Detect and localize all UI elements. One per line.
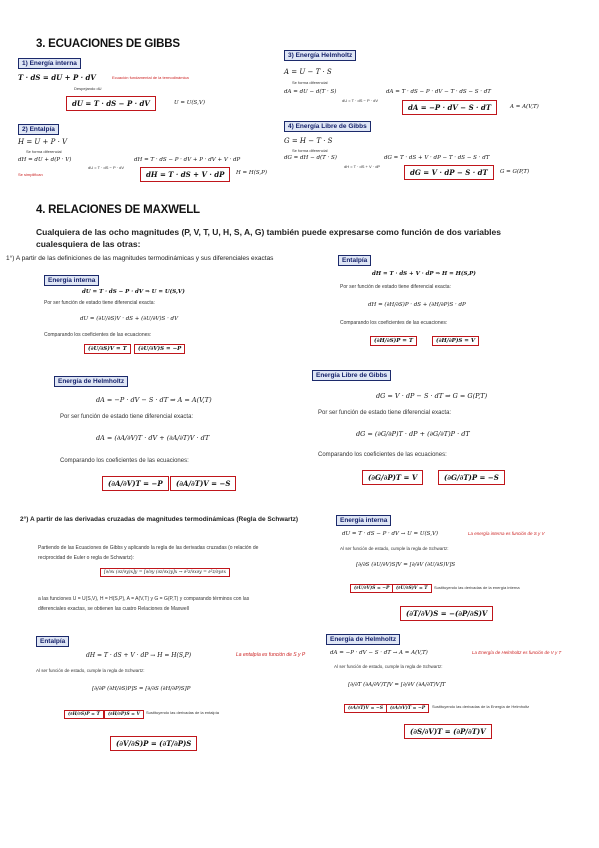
gibbs-h-eq: dH = dU + d(P · V) <box>18 157 72 163</box>
gibbs-u-fn: U = U(S,V) <box>174 100 205 106</box>
p1-a-tag: Energía de Helmholtz <box>54 376 128 387</box>
section-3-title: 3. ECUACIONES DE GIBBS <box>36 38 180 50</box>
tag-entalpia: 2) Entalpía <box>18 124 59 135</box>
p1-u-result-2: (∂U/∂V)S = −P <box>134 344 185 354</box>
p1-h-result-2: (∂H/∂P)S = V <box>432 336 479 346</box>
p1-h-txt1: Por ser función de estado tiene diferencial exacta: <box>340 284 451 290</box>
gibbs-u-box: dU = T · dS − P · dV <box>66 96 156 111</box>
p2-u-b2: (∂U/∂S)V = T <box>392 584 432 593</box>
gibbs-u-note: Ecuación fundamental de la termodinámica <box>112 75 189 80</box>
p2-h-tag: Entalpía <box>36 636 69 647</box>
gibbs-u-eq: T · dS = dU + P · dV <box>18 73 96 82</box>
p2-a-note: La Energía de Helmholtz es función de V y T <box>472 650 562 655</box>
p1-u-result-1: (∂U/∂S)V = T <box>84 344 131 354</box>
tag-helmholtz: 3) Energía Helmholtz <box>284 50 356 61</box>
p2-a-sust: Sustituyendo las derivadas de la Energía de Helmholtz <box>432 704 530 709</box>
gibbs-h-sub: dU = T · dS − P · dV <box>88 165 125 170</box>
p1-a-txt1: Por ser función de estado tiene diferencial exacta: <box>60 414 194 420</box>
p1-h-txt2: Comparando los coeficientes de las ecuaciones: <box>340 320 448 326</box>
gibbs-h-note2: Se simplifican <box>18 172 43 177</box>
p2-intro-4: diferenciales exactas, se obtienen las cuatro Relaciones de Maxwell <box>38 606 189 612</box>
p2-intro-3: a las funciones U = U(S,V), H = H(S,P), A = A(V,T) y G = G(P,T) y comparando términos con las <box>38 596 250 602</box>
gibbs-g-eq2: dG = T · dS + V · dP − T · dS − S · dT <box>384 155 490 161</box>
section-4-intro-2: cualesquiera de las otras: <box>36 239 141 249</box>
p1-h-result-1: (∂H/∂S)P = T <box>370 336 417 346</box>
section-4-title: 4. RELACIONES DE MAXWELL <box>36 204 200 216</box>
section-4-intro-1: Cualquiera de las ocho magnitudes (P, V, T, U, H, S, A, G) también puede expresarse como función de dos variables <box>36 227 501 237</box>
p2-u-cross: [∂/∂S (∂U/∂V)S]V = [∂/∂V (∂U/∂S)V]S <box>356 562 456 568</box>
p2-schwarz-box: [∂/∂x (∂z/∂y)x]y = [∂/∂y (∂z/∂x)y]x → ∂²z/∂x∂y = ∂²z/∂y∂x <box>100 568 230 577</box>
p1-a-diff: dA = (∂A/∂V)T · dV + (∂A/∂T)V · dT <box>96 434 210 442</box>
gibbs-g-eq: dG = dH − d(T · S) <box>284 155 337 161</box>
p2-u-box: (∂T/∂V)S = −(∂P/∂S)V <box>400 606 493 621</box>
p2-h-eq: dH = T · dS + V · dP → H = H(S,P) <box>86 652 192 659</box>
gibbs-h-note: Se forma diferencial <box>26 149 62 154</box>
p1-h-diff: dH = (∂H/∂S)P · dS + (∂H/∂P)S · dP <box>368 302 466 308</box>
gibbs-h-def: H = U + P · V <box>18 138 68 146</box>
p1-g-tag: Energía Libre de Gibbs <box>312 370 391 381</box>
p1-a-result-2: (∂A/∂T)V = −S <box>170 476 236 491</box>
p2-a-b1: (∂A/∂T)V = −S <box>344 704 387 713</box>
gibbs-a-def: A = U − T · S <box>284 68 332 76</box>
p2-h-note: La entalpía es función de S y P <box>236 652 306 658</box>
gibbs-a-sub: dU = T · dS − P · dV <box>342 98 379 103</box>
p1-a-txt2: Comparando los coeficientes de las ecuaciones: <box>60 458 189 464</box>
p2-u-eq: dU = T · dS − P · dV → U = U(S,V) <box>342 531 439 537</box>
p1-g-txt2: Comparando los coeficientes de las ecuaciones: <box>318 452 447 458</box>
p2-a-cross: [∂/∂T (∂A/∂V)T]V = [∂/∂V (∂A/∂T)V]T <box>348 682 446 688</box>
gibbs-a-box: dA = −P · dV − S · dT <box>402 100 497 115</box>
p2-intro-2: reciprocidad de Euler o regla de Schwartz): <box>38 555 134 561</box>
gibbs-u-note2: Despejando dU <box>74 86 102 91</box>
p2-a-eq: dA = −P · dV − S · dT → A = A(V,T) <box>330 650 428 656</box>
subsection-1-title: 1°) A partir de las definiciones de las magnitudes termodinámicas y sus diferenciales exactas <box>6 255 274 262</box>
gibbs-a-eq: dA = dU − d(T · S) <box>284 89 337 95</box>
gibbs-h-box: dH = T · dS + V · dP <box>140 167 230 182</box>
gibbs-a-eq2: dA = T · dS − P · dV − T · dS − S · dT <box>386 89 491 95</box>
p1-g-txt1: Por ser función de estado tiene diferencial exacta: <box>318 410 452 416</box>
p1-g-diff: dG = (∂G/∂P)T · dP + (∂G/∂T)P · dT <box>356 430 470 438</box>
p2-h-box: (∂V/∂S)P = (∂T/∂P)S <box>110 736 197 751</box>
p2-u-b1: (∂U/∂V)S = −P <box>350 584 393 593</box>
gibbs-a-fn: A = A(V,T) <box>510 104 539 110</box>
p1-h-tag: Entalpía <box>338 255 371 266</box>
p2-h-sust: Sustituyendo las derivadas de la entalpía <box>146 710 219 715</box>
p1-a-result-1: (∂A/∂V)T = −P <box>102 476 169 491</box>
p2-u-tag: Energía interna <box>336 515 391 526</box>
gibbs-g-sub: dH = T · dS + V · dP <box>344 164 381 169</box>
gibbs-g-fn: G = G(P,T) <box>500 169 530 175</box>
gibbs-a-note: Se forma diferencial <box>292 80 328 85</box>
p2-h-txt: Al ser función de estado, cumple la regla de Schwartz: <box>36 668 145 673</box>
subsection-2-title: 2°) A partir de las derivadas cruzadas de magnitudes termodinámicas (Regla de Schwartz) <box>20 516 299 523</box>
p1-u-eq: dU = T · dS − P · dV ⇒ U = U(S,V) <box>82 289 185 295</box>
p1-h-eq: dH = T · dS + V · dP ⇒ H = H(S,P) <box>372 271 476 277</box>
p1-g-eq: dG = V · dP − S · dT ⇒ G = G(P,T) <box>376 392 488 400</box>
p1-a-eq: dA = −P · dV − S · dT ⇒ A = A(V,T) <box>96 396 212 404</box>
tag-gibbs: 4) Energía Libre de Gibbs <box>284 121 371 132</box>
p2-a-b2: (∂A/∂V)T = −P <box>386 704 429 713</box>
p1-g-result-2: (∂G/∂T)P = −S <box>438 470 505 485</box>
p2-h-cross: [∂/∂P (∂H/∂S)P]S = [∂/∂S (∂H/∂P)S]P <box>92 686 191 692</box>
tag-energia-interna: 1) Energía interna <box>18 58 81 69</box>
p2-a-box: (∂S/∂V)T = (∂P/∂T)V <box>404 724 492 739</box>
p2-u-note: La energía interna es función de S y V <box>468 531 545 536</box>
gibbs-h-fn: H = H(S,P) <box>236 170 268 176</box>
p2-h-b2: (∂H/∂P)S = V <box>104 710 144 719</box>
p2-u-sust: Sustituyendo las derivadas de la energía interna <box>434 585 520 590</box>
gibbs-g-box: dG = V · dP − S · dT <box>404 165 494 180</box>
gibbs-g-note: Se forma diferencial <box>292 148 328 153</box>
gibbs-h-eq2: dH = T · dS − P · dV + P · dV + V · dP <box>134 157 241 163</box>
p2-u-txt: Al ser función de estado, cumple la regla de Schwartz: <box>340 546 449 551</box>
p1-u-tag: Energía interna <box>44 275 99 286</box>
p2-a-txt: Al ser función de estado, cumple la regla de Schwartz: <box>334 664 443 669</box>
p2-a-tag: Energía de Helmholtz <box>326 634 400 645</box>
p2-h-b1: (∂H/∂S)P = T <box>64 710 104 719</box>
p1-u-txt1: Por ser función de estado tiene diferencial exacta: <box>44 300 155 306</box>
gibbs-g-def: G = H − T · S <box>284 137 333 145</box>
p1-g-result-1: (∂G/∂P)T = V <box>362 470 423 485</box>
p1-u-txt2: Comparando los coeficientes de las ecuaciones: <box>44 332 152 338</box>
p1-u-diff: dU = (∂U/∂S)V · dS + (∂U/∂V)S · dV <box>80 316 179 322</box>
p2-intro-1: Partiendo de las Ecuaciones de Gibbs y aplicando la regla de las derivadas cruzadas (o relación de <box>38 545 259 551</box>
